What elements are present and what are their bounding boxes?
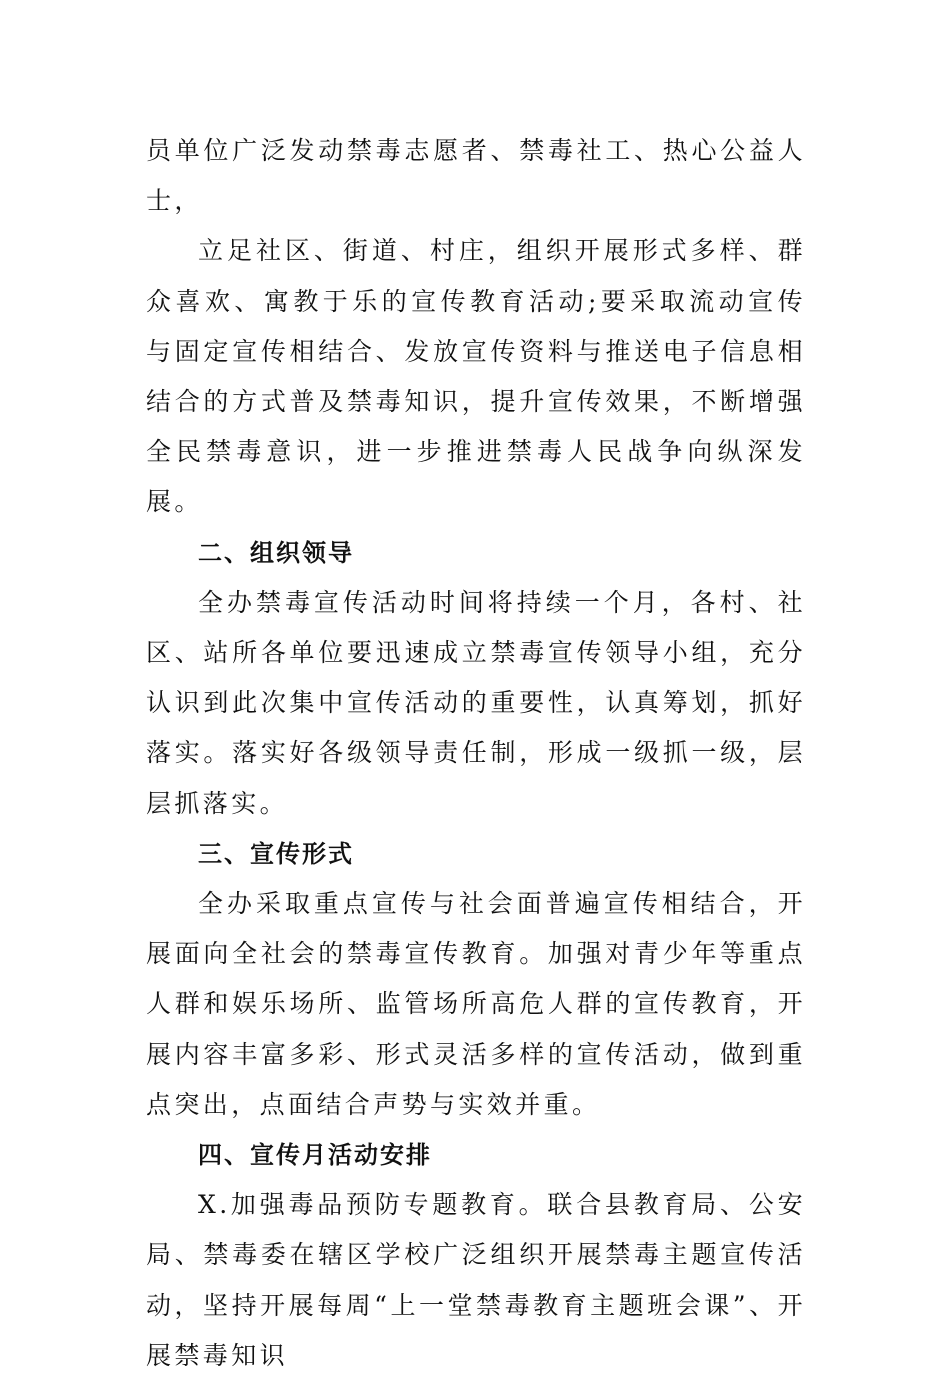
paragraph-activity-schedule: X.加强毒品预防专题教育。联合县教育局、公安局、禁毒委在辖区学校广泛组织开展禁毒主题宣传活动，坚持开展每周“上一堂禁毒教育主题班会课”、开展禁毒知识 [146, 1190, 806, 1370]
paragraph-publicity-methods: 立足社区、街道、村庄，组织开展形式多样、群众喜欢、寓教于乐的宣传教育活动;要采取流动宣传与固定宣传相结合、发放宣传资料与推送电子信息相结合的方式普及禁毒知识，提升宣传效果，不断增强全民禁毒意识，进一步推进禁毒人民战争向纵深发展。 [146, 236, 806, 517]
paragraph-continuation: 员单位广泛发动禁毒志愿者、禁毒社工、热心公益人士， [146, 136, 806, 216]
section-heading-organization: 二、组织领导 [198, 538, 354, 567]
section-heading-activity-schedule: 四、宣传月活动安排 [198, 1141, 432, 1170]
paragraph-organization: 全办禁毒宣传活动时间将持续一个月，各村、社区、站所各单位要迅速成立禁毒宣传领导小组，充分认识到此次集中宣传活动的重要性，认真筹划，抓好落实。落实好各级领导责任制，形成一级抓一级，层层抓落实。 [146, 587, 806, 818]
section-heading-publicity-form: 三、宣传形式 [198, 839, 354, 868]
paragraph-publicity-form: 全办采取重点宣传与社会面普遍宣传相结合，开展面向全社会的禁毒宣传教育。加强对青少年等重点人群和娱乐场所、监管场所高危人群的宣传教育，开展内容丰富多彩、形式灵活多样的宣传活动，做到重点突出，点面结合声势与实效并重。 [146, 889, 806, 1119]
document-body [146, 126, 806, 1381]
